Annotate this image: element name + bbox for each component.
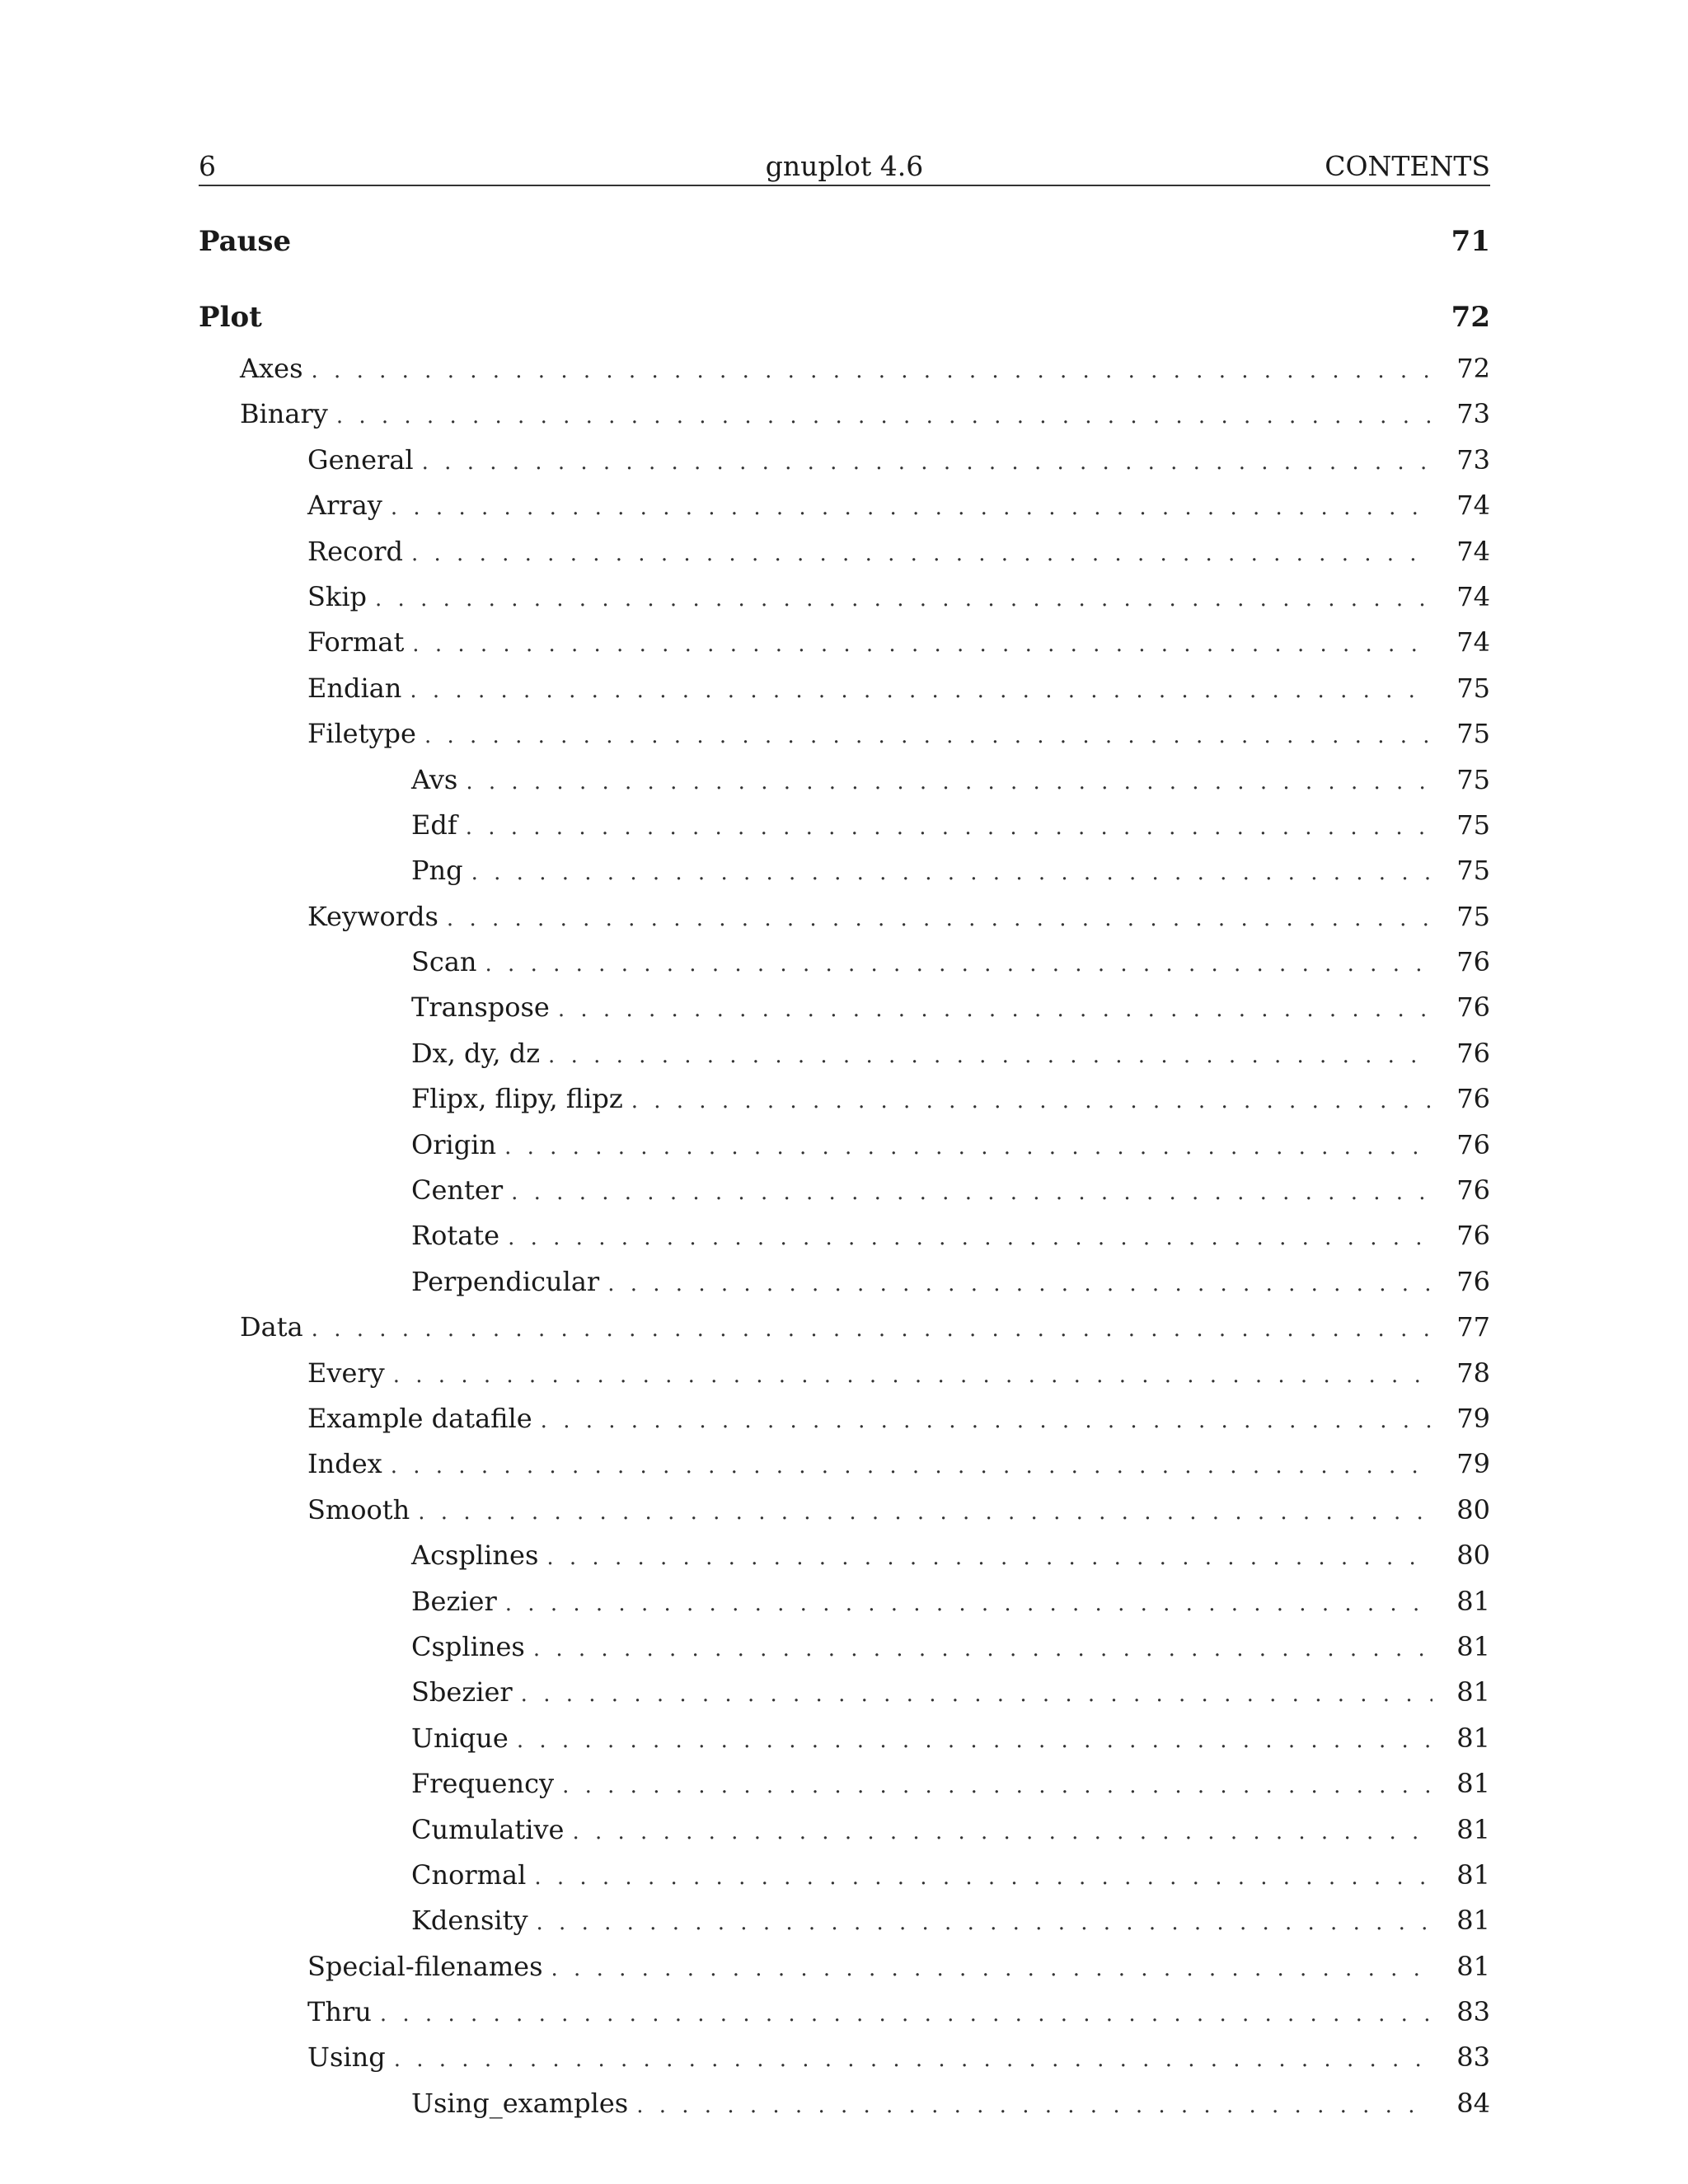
dot-leader <box>412 622 1432 668</box>
toc-entry[interactable] <box>199 666 1490 711</box>
dot-leader <box>422 440 1432 485</box>
table-of-contents <box>199 221 1490 2126</box>
toc-entry[interactable] <box>199 940 1490 985</box>
toc-entry-label: Perpendicular <box>411 1265 600 1297</box>
toc-entry-label: Format <box>307 626 405 658</box>
toc-entry-label: Record <box>307 535 403 567</box>
toc-entry-page: 81 <box>1456 1630 1490 1662</box>
chapter-spacer <box>199 262 1490 297</box>
dot-leader <box>551 1947 1432 1992</box>
header-section: CONTENTS <box>1325 150 1490 182</box>
dot-leader <box>546 1535 1432 1581</box>
toc-entry[interactable] <box>199 1031 1490 1076</box>
toc-entry[interactable] <box>199 1898 1490 1943</box>
chapter-page: 71 <box>1451 225 1490 258</box>
toc-entry-page: 74 <box>1456 580 1490 612</box>
dot-leader <box>562 1764 1432 1809</box>
toc-entry-label: Frequency <box>411 1768 555 1800</box>
toc-entry-label: Rotate <box>411 1220 500 1252</box>
toc-entry-label: Index <box>307 1448 382 1480</box>
toc-entry-label: Keywords <box>307 900 438 932</box>
toc-entry-page: 76 <box>1456 1037 1490 1069</box>
toc-entry-list <box>199 346 1490 2126</box>
toc-entry-label: Using <box>307 2041 386 2074</box>
dot-leader <box>447 897 1432 942</box>
toc-chapter-pause[interactable] <box>199 221 1490 262</box>
dot-leader <box>410 668 1432 714</box>
toc-entry[interactable] <box>199 1670 1490 1715</box>
toc-entry[interactable] <box>199 1990 1490 2035</box>
chapter-spacer <box>199 338 1490 346</box>
toc-entry-label: Data <box>240 1311 303 1343</box>
header-title: gnuplot 4.6 <box>765 150 924 182</box>
toc-entry-label: Every <box>307 1357 385 1389</box>
toc-entry-label: Origin <box>411 1128 497 1160</box>
toc-entry[interactable] <box>199 1807 1490 1853</box>
toc-entry-page: 80 <box>1456 1540 1490 1572</box>
toc-entry-label: Thru <box>307 1996 372 2028</box>
toc-entry[interactable] <box>199 1213 1490 1258</box>
toc-entry[interactable] <box>199 391 1490 437</box>
chapter-title: Pause <box>199 225 292 258</box>
chapter-page: 72 <box>1451 301 1490 334</box>
dot-leader <box>312 349 1432 394</box>
toc-entry[interactable] <box>199 2081 1490 2126</box>
toc-entry-label: Acsplines <box>411 1540 539 1572</box>
running-head <box>199 148 1490 186</box>
toc-entry-page: 81 <box>1456 1950 1490 1982</box>
toc-entry-page: 76 <box>1456 1265 1490 1297</box>
toc-entry[interactable] <box>199 1259 1490 1305</box>
toc-entry[interactable] <box>199 1076 1490 1122</box>
toc-entry-page: 74 <box>1456 626 1490 658</box>
toc-entry-page: 76 <box>1456 1083 1490 1115</box>
toc-entry-page: 84 <box>1456 2087 1490 2119</box>
toc-entry[interactable] <box>199 1441 1490 1487</box>
toc-entry-label: Array <box>307 490 382 522</box>
toc-entry-label: Skip <box>307 580 368 612</box>
dot-leader <box>471 851 1432 896</box>
toc-entry-page: 78 <box>1456 1357 1490 1389</box>
toc-entry-page: 73 <box>1456 398 1490 430</box>
toc-entry-label: Smooth <box>307 1493 410 1526</box>
dot-leader <box>424 714 1432 759</box>
toc-entry-page: 74 <box>1456 490 1490 522</box>
toc-entry-page: 81 <box>1456 1585 1490 1617</box>
toc-entry[interactable] <box>199 1579 1490 1624</box>
dot-leader <box>466 760 1432 805</box>
toc-entry-page: 75 <box>1456 900 1490 932</box>
dot-leader <box>504 1125 1432 1170</box>
toc-entry-label: Scan <box>411 946 477 978</box>
header-page-number: 6 <box>199 150 216 182</box>
dot-leader <box>631 1079 1432 1124</box>
toc-entry-label: Axes <box>240 353 303 384</box>
toc-entry-label: Edf <box>411 808 457 841</box>
toc-entry-page: 76 <box>1456 946 1490 978</box>
toc-entry[interactable] <box>199 483 1490 528</box>
toc-entry-page: 79 <box>1456 1448 1490 1480</box>
toc-entry[interactable] <box>199 1168 1490 1213</box>
toc-entry[interactable] <box>199 985 1490 1030</box>
dot-leader <box>505 1582 1432 1627</box>
toc-entry[interactable] <box>199 1533 1490 1578</box>
toc-entry-label: Special-filenames <box>307 1950 543 1982</box>
toc-entry-label: Png <box>411 855 463 887</box>
toc-entry[interactable] <box>199 1488 1490 1533</box>
toc-entry[interactable] <box>199 438 1490 483</box>
toc-entry-page: 76 <box>1456 1220 1490 1252</box>
toc-entry[interactable] <box>199 803 1490 848</box>
toc-entry-label: General <box>307 443 414 476</box>
toc-entry[interactable] <box>199 1305 1490 1350</box>
toc-entry-label: Transpose <box>411 991 550 1024</box>
toc-entry-page: 81 <box>1456 1676 1490 1708</box>
dot-leader <box>391 1444 1432 1489</box>
toc-entry-label: Cnormal <box>411 1858 527 1891</box>
dot-leader <box>393 1353 1432 1399</box>
toc-entry-label: Unique <box>411 1722 509 1754</box>
dot-leader <box>521 1672 1432 1718</box>
dot-leader <box>636 2083 1432 2129</box>
toc-entry-page: 75 <box>1456 718 1490 750</box>
toc-entry[interactable] <box>199 757 1490 803</box>
toc-entry[interactable] <box>199 1122 1490 1168</box>
toc-entry-label: Endian <box>307 672 402 704</box>
toc-entry[interactable] <box>199 1624 1490 1670</box>
dot-leader <box>537 1900 1432 1946</box>
toc-entry-page: 75 <box>1456 855 1490 887</box>
toc-entry[interactable] <box>199 894 1490 940</box>
toc-entry-page: 83 <box>1456 1996 1490 2028</box>
dot-leader <box>572 1810 1432 1855</box>
dot-leader <box>312 1307 1432 1352</box>
toc-entry-page: 76 <box>1456 1128 1490 1160</box>
dot-leader <box>380 1992 1432 2037</box>
dot-leader <box>607 1262 1432 1307</box>
toc-entry-page: 76 <box>1456 991 1490 1024</box>
toc-entry[interactable] <box>199 848 1490 893</box>
toc-entry[interactable] <box>199 711 1490 757</box>
dot-leader <box>533 1627 1432 1672</box>
toc-entry-page: 73 <box>1456 443 1490 476</box>
toc-entry-page: 83 <box>1456 2041 1490 2074</box>
toc-entry[interactable] <box>199 1761 1490 1807</box>
toc-entry[interactable] <box>199 1716 1490 1761</box>
toc-entry-label: Example datafile <box>307 1402 532 1434</box>
toc-entry-page: 81 <box>1456 1905 1490 1937</box>
toc-entry-label: Kdensity <box>411 1905 528 1937</box>
toc-entry-label: Filetype <box>307 718 416 750</box>
toc-entry-label: Center <box>411 1174 504 1207</box>
toc-entry-page: 79 <box>1456 1402 1490 1434</box>
dot-leader <box>466 805 1432 851</box>
dot-leader <box>511 1170 1432 1216</box>
dot-leader <box>534 1855 1432 1900</box>
toc-entry-label: Csplines <box>411 1630 525 1662</box>
dot-leader <box>485 942 1432 987</box>
toc-entry-label: Avs <box>411 763 458 795</box>
dot-leader <box>558 987 1432 1033</box>
toc-entry-page: 72 <box>1456 353 1490 384</box>
toc-entry-page: 81 <box>1456 1813 1490 1845</box>
dot-leader <box>418 1490 1432 1535</box>
toc-entry-page: 75 <box>1456 672 1490 704</box>
toc-entry[interactable] <box>199 1944 1490 1990</box>
toc-entry[interactable] <box>199 2035 1490 2080</box>
dot-leader <box>541 1399 1432 1444</box>
dot-leader <box>391 485 1432 531</box>
toc-entry-page: 80 <box>1456 1493 1490 1526</box>
toc-chapter-plot[interactable] <box>199 297 1490 338</box>
toc-entry[interactable] <box>199 346 1490 391</box>
dot-leader <box>336 394 1432 439</box>
toc-entry-page: 81 <box>1456 1768 1490 1800</box>
toc-entry[interactable] <box>199 574 1490 620</box>
dot-leader <box>394 2037 1432 2083</box>
toc-entry-label: Sbezier <box>411 1676 513 1708</box>
dot-leader <box>517 1718 1432 1764</box>
toc-entry[interactable] <box>199 1853 1490 1898</box>
toc-entry-label: Using_examples <box>411 2087 629 2119</box>
toc-entry[interactable] <box>199 529 1490 574</box>
chapter-title: Plot <box>199 301 262 334</box>
toc-entry-label: Bezier <box>411 1585 497 1617</box>
toc-entry-label: Cumulative <box>411 1813 565 1845</box>
toc-entry-page: 75 <box>1456 808 1490 841</box>
dot-leader <box>411 532 1432 577</box>
toc-entry-page: 77 <box>1456 1311 1490 1343</box>
toc-entry[interactable] <box>199 1396 1490 1441</box>
toc-entry-label: Binary <box>240 398 328 430</box>
toc-entry-page: 81 <box>1456 1858 1490 1891</box>
toc-entry-page: 81 <box>1456 1722 1490 1754</box>
toc-entry[interactable] <box>199 1351 1490 1396</box>
dot-leader <box>375 577 1432 622</box>
dot-leader <box>508 1216 1432 1261</box>
toc-entry-label: Dx, dy, dz <box>411 1037 541 1069</box>
toc-entry[interactable] <box>199 620 1490 665</box>
toc-entry-page: 74 <box>1456 535 1490 567</box>
toc-entry-page: 76 <box>1456 1174 1490 1207</box>
toc-entry-page: 75 <box>1456 763 1490 795</box>
dot-leader <box>548 1033 1432 1079</box>
toc-entry-label: Flipx, flipy, flipz <box>411 1083 623 1115</box>
